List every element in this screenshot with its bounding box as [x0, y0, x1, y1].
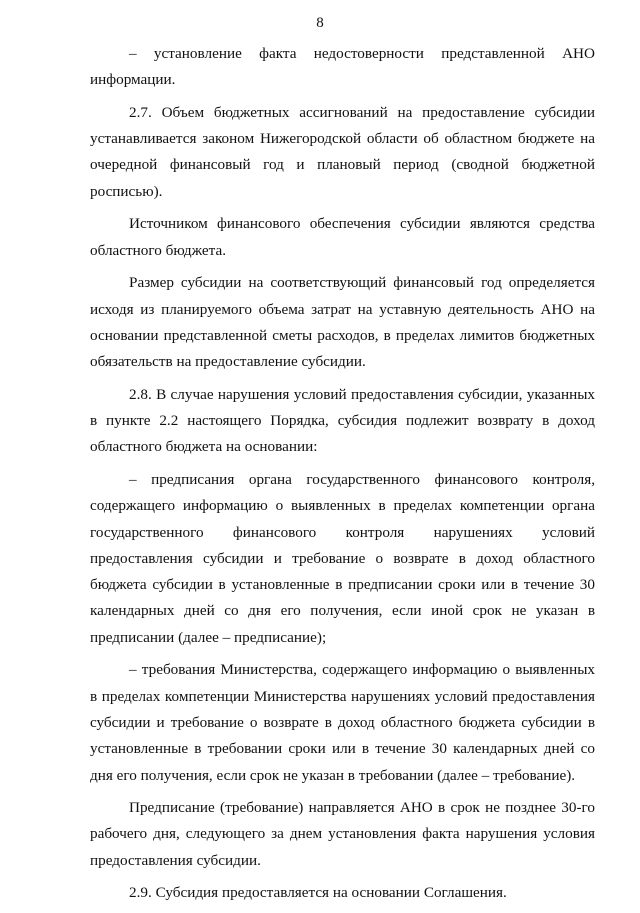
paragraph-bullet-ministry-requirement: – требования Министерства, содержащего информацию о выявленных в пределах компетенции Министерства нарушениях условий предоставления субсидии и требование о возврате в доход областного бюджета субсидии в установленные в требовании сроки или в течение 30 календарных дней со дня его получения, если срок не указан в требовании (далее – требование).	[90, 661, 595, 784]
paragraph-subsidy-size: Размер субсидии на соответствующий финансовый год определяется исходя из планируемого объема затрат на уставную деятельность АНО на основании представленной сметы расходов, в пределах лимитов бюджетных обязательств на предоставление субсидии.	[90, 274, 595, 371]
paragraph-bullet-prescription: – предписания органа государственного финансового контроля, содержащего информацию о выявленных в пределах компетенции органа государственного финансового контроля нарушениях условий предоставления субсидии и требование о возврате в доход областного бюджета субсидии в установленные в предписании сроки или в течение 30 календарных дней со дня его получения, если иной срок не указан в предписании (далее – предписание);	[90, 470, 595, 646]
paragraph-2-8-violation-return: 2.8. В случае нарушения условий предоставления субсидии, указанных в пункте 2.2 настоящего Порядка, субсидия подлежит возврату в доход областного бюджета на основании:	[90, 385, 595, 456]
paragraph-funding-source: Источником финансового обеспечения субсидии являются средства областного бюджета.	[90, 215, 595, 259]
paragraph-2-7-budget-allocation: 2.7. Объем бюджетных ассигнований на предоставление субсидии устанавливается законом Нижегородской области об областном бюджете на очередной финансовый год и плановый период (сводной бюджетной росписью).	[90, 103, 595, 200]
page-number: 8	[316, 15, 324, 31]
document-body	[90, 41, 595, 913]
paragraph-bullet-unreliable-info: – установление факта недостоверности представленной АНО информации.	[90, 45, 595, 89]
paragraph-prescription-deadline: Предписание (требование) направляется АНО в срок не позднее 30-го рабочего дня, следующего за днем установления факта нарушения условия предоставления субсидии.	[90, 799, 595, 869]
paragraph-2-9-agreement: 2.9. Субсидия предоставляется на основании Соглашения.	[129, 884, 507, 902]
